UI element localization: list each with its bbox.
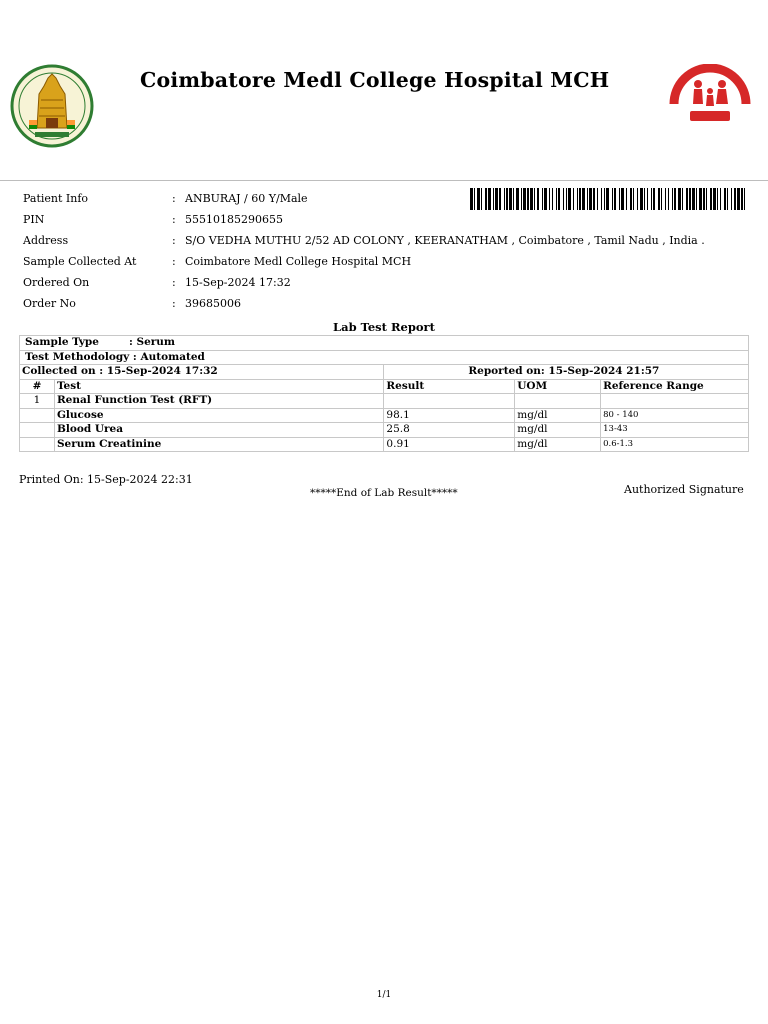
table-row: [20, 408, 749, 423]
barcode-bar: [686, 188, 688, 210]
barcode-bar: [530, 188, 533, 210]
barcode-bar: [563, 188, 564, 210]
barcode-bar: [630, 188, 632, 210]
barcode-bar: [485, 188, 487, 210]
table-header-row: [20, 379, 749, 394]
column-header-number: #: [20, 379, 55, 394]
order-no-value: 39685006: [185, 297, 241, 310]
barcode-bar: [516, 188, 519, 210]
panel-row: [20, 394, 749, 409]
barcode-bar: [470, 188, 473, 210]
column-header-uom: UOM: [515, 379, 601, 394]
barcode-bar: [579, 188, 581, 210]
sample-type-value: : Serum: [128, 336, 176, 349]
barcode-bar: [544, 188, 547, 210]
barcode-bar: [552, 188, 553, 210]
barcode-bar: [713, 188, 716, 210]
barcode-bar: [706, 188, 707, 210]
barcode-bar: [633, 188, 634, 210]
barcode-bar: [568, 188, 571, 210]
barcode-bar: [606, 188, 609, 210]
barcode-bar: [549, 188, 550, 210]
barcode-bar: [597, 188, 598, 210]
address-row: [23, 232, 763, 253]
barcode-bar: [668, 188, 669, 210]
barcode-bar: [614, 188, 616, 210]
tamil-nadu-emblem-icon: [10, 64, 94, 148]
column-header-reference-range: Reference Range: [601, 379, 749, 394]
info-label: Ordered On: [23, 276, 90, 289]
info-label: PIN: [23, 213, 45, 226]
page-number: 1/1: [376, 990, 392, 1000]
pin-value: 55510185290655: [185, 213, 283, 226]
barcode-bar: [621, 188, 624, 210]
test-uom: mg/dl: [515, 423, 601, 438]
barcode-bar: [534, 188, 535, 210]
barcode-bar: [703, 188, 705, 210]
report-header: [0, 0, 768, 180]
column-header-test: Test: [54, 379, 383, 394]
authorized-signature: Authorized Signature: [624, 483, 744, 496]
sample-type-label: Sample Type: [25, 336, 99, 349]
barcode-bar: [710, 188, 712, 210]
order-no-row: [23, 295, 763, 316]
barcode-bar: [542, 188, 543, 210]
test-result: 25.8: [384, 423, 515, 438]
barcode-bar: [647, 188, 648, 210]
barcode-bar: [474, 188, 475, 210]
barcode-bar: [744, 188, 745, 210]
barcode-bar: [658, 188, 660, 210]
barcode-bar: [504, 188, 505, 210]
barcode-image: [470, 188, 748, 210]
collected-on: Collected on : 15-Sep-2024 17:32: [20, 365, 384, 380]
barcode-bar: [626, 188, 627, 210]
test-uom: mg/dl: [515, 437, 601, 452]
barcode-bar: [521, 188, 522, 210]
panel-number: 1: [20, 394, 55, 409]
barcode-bar: [509, 188, 512, 210]
barcode-bar: [589, 188, 592, 210]
barcode-bar: [724, 188, 726, 210]
barcode-bar: [612, 188, 613, 210]
barcode-bar: [727, 188, 728, 210]
barcode-bar: [699, 188, 702, 210]
column-header-result: Result: [384, 379, 515, 394]
dates-row: [20, 365, 749, 380]
panel-name: Renal Function Test (RFT): [54, 394, 383, 409]
barcode-bar: [637, 188, 638, 210]
barcode-bar: [734, 188, 736, 210]
info-separator: :: [172, 234, 176, 247]
barcode-bar: [506, 188, 508, 210]
barcode-bar: [720, 188, 721, 210]
barcode-bar: [682, 188, 683, 210]
test-reference-range: 13-43: [601, 423, 749, 438]
info-separator: :: [172, 255, 176, 268]
barcode-bar: [477, 188, 480, 210]
hospital-title: Coimbatore Medl College Hospital MCH: [140, 68, 610, 92]
barcode-bar: [672, 188, 673, 210]
barcode-bar: [493, 188, 494, 210]
table-row: [20, 423, 749, 438]
barcode-bar: [556, 188, 557, 210]
barcode-bar: [640, 188, 643, 210]
patient-name-age-gender: ANBURAJ / 60 Y/Male: [185, 192, 308, 205]
test-name: Serum Creatinine: [54, 437, 383, 452]
barcode-bar: [523, 188, 526, 210]
barcode-bar: [665, 188, 666, 210]
pin-row: [23, 211, 763, 232]
barcode-bar: [513, 188, 514, 210]
table-row: [20, 437, 749, 452]
info-separator: :: [172, 192, 176, 205]
barcode-bar: [619, 188, 620, 210]
reported-on: Reported on: 15-Sep-2024 21:57: [384, 365, 749, 380]
barcode-bar: [601, 188, 602, 210]
header-divider: [0, 180, 768, 181]
national-health-mission-logo-icon: [668, 64, 752, 126]
barcode-bar: [604, 188, 605, 210]
sample-type-row: [20, 336, 749, 351]
barcode-bar: [582, 188, 585, 210]
barcode-bar: [651, 188, 652, 210]
test-result: 0.91: [384, 437, 515, 452]
barcode-bar: [678, 188, 681, 210]
barcode-bar: [653, 188, 655, 210]
ordered-on-row: [23, 274, 763, 295]
barcode-bar: [566, 188, 567, 210]
printed-on: Printed On: 15-Sep-2024 22:31: [19, 473, 193, 486]
sample-collected-at-value: Coimbatore Medl College Hospital MCH: [185, 255, 412, 268]
info-label: Patient Info: [23, 192, 89, 205]
test-uom: mg/dl: [515, 408, 601, 423]
barcode-bar: [741, 188, 743, 210]
barcode-bar: [499, 188, 501, 210]
barcode-bar: [689, 188, 691, 210]
test-result: 98.1: [384, 408, 515, 423]
barcode-bar: [593, 188, 595, 210]
barcode-bar: [495, 188, 498, 210]
ordered-on-value: 15-Sep-2024 17:32: [185, 276, 291, 289]
test-name: Glucose: [54, 408, 383, 423]
sample-collected-at-row: [23, 253, 763, 274]
lab-results-table: [19, 335, 749, 452]
barcode-bar: [692, 188, 695, 210]
barcode-bar: [527, 188, 529, 210]
test-name: Blood Urea: [54, 423, 383, 438]
barcode-bar: [577, 188, 578, 210]
methodology-row: [20, 350, 749, 365]
barcode-bar: [537, 188, 539, 210]
info-label: Order No: [23, 297, 76, 310]
barcode-bar: [674, 188, 676, 210]
barcode-bar: [481, 188, 482, 210]
test-reference-range: 80 - 140: [601, 408, 749, 423]
barcode-bar: [661, 188, 662, 210]
barcode-bar: [587, 188, 588, 210]
address-value: S/O VEDHA MUTHU 2/52 AD COLONY , KEERANATHAM , Coimbatore , Tamil Nadu , India .: [185, 234, 705, 247]
barcode-bar: [717, 188, 718, 210]
test-methodology: Test Methodology : Automated: [20, 350, 749, 365]
barcode-bar: [488, 188, 491, 210]
report-title: Lab Test Report: [333, 320, 435, 334]
end-of-lab-result: *****End of Lab Result*****: [310, 487, 458, 499]
barcode-bar: [731, 188, 732, 210]
barcode-bar: [573, 188, 574, 210]
barcode-bar: [696, 188, 697, 210]
info-label: Address: [23, 234, 69, 247]
test-reference-range: 0.6-1.3: [601, 437, 749, 452]
info-label: Sample Collected At: [23, 255, 137, 268]
barcode-bar: [558, 188, 560, 210]
barcode-bar: [644, 188, 645, 210]
info-separator: :: [172, 297, 176, 310]
info-separator: :: [172, 276, 176, 289]
info-separator: :: [172, 213, 176, 226]
barcode-bar: [737, 188, 740, 210]
